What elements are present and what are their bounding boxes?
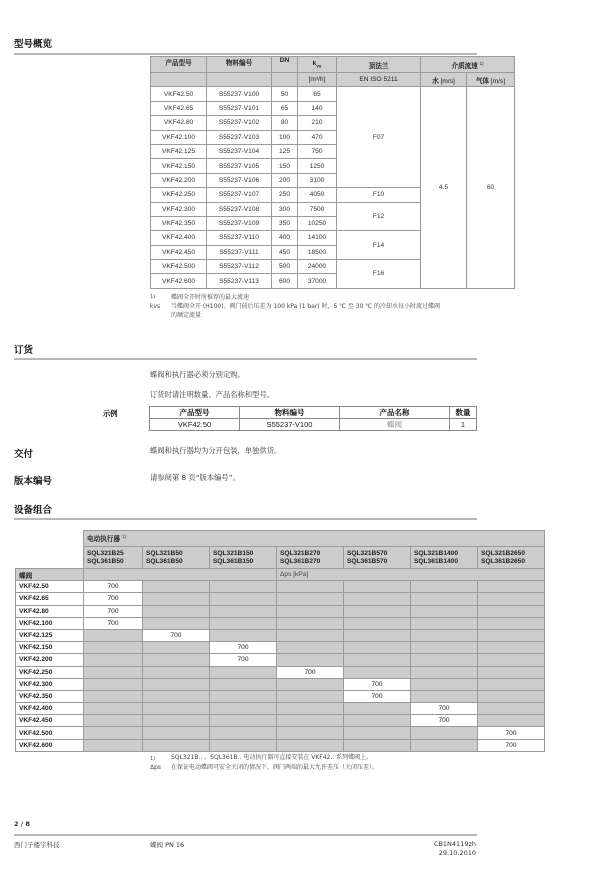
empty-cell — [210, 703, 277, 715]
pressure-value: 700 — [277, 666, 344, 678]
empty-cell — [84, 654, 143, 666]
cell-kvs: 24000 — [298, 260, 337, 274]
cell-flange: F12 — [337, 202, 421, 231]
empty-cell — [143, 739, 210, 751]
cell-kvs: 18500 — [298, 245, 337, 259]
cell-material: S55237-V100 — [207, 87, 272, 101]
valve-model: VKF42.150 — [16, 642, 84, 654]
cell-model: VKF42.600 — [151, 274, 207, 288]
empty-cell — [143, 654, 210, 666]
table-row — [16, 581, 545, 593]
empty-cell — [478, 642, 545, 654]
empty-cell — [478, 605, 545, 617]
cell-dn: 350 — [272, 216, 298, 230]
cell-dn: 200 — [272, 173, 298, 187]
table-row — [16, 690, 545, 702]
page-number: 2 / 8 — [14, 820, 30, 828]
kvs-unit: [m³/h] — [298, 73, 337, 87]
dp-note-text: 在保证电动蝶阀可安全关闭的情况下，阀门两端的最大允许差压（关闭压差）。 — [171, 764, 379, 771]
cell-dn: 50 — [272, 87, 298, 101]
empty-cell — [478, 581, 545, 593]
example-cell-name: 蝶阀 — [340, 419, 450, 431]
empty-cell — [411, 739, 478, 751]
cell-material: S55237-V106 — [207, 173, 272, 187]
actuator-column-header: SQL321B1400 SQL361B1400 — [411, 547, 478, 569]
valve-model: VKF42.80 — [16, 605, 84, 617]
cell-dn: 600 — [272, 274, 298, 288]
section-title-revision: 版本编号 — [14, 476, 53, 487]
footer-divider — [14, 834, 477, 836]
pressure-value: 700 — [143, 629, 210, 641]
empty-cell — [277, 581, 344, 593]
empty-cell — [344, 581, 411, 593]
footnote-mark: 1) — [150, 294, 156, 300]
cell-flange: F07 — [337, 87, 421, 188]
footer-doc-id: CB1N4119zh — [433, 840, 476, 848]
cell-material: S55237-V101 — [207, 101, 272, 115]
section-title-combination: 设备组合 — [14, 505, 53, 516]
cell-material: S55237-V104 — [207, 144, 272, 158]
cell-dn: 100 — [272, 130, 298, 144]
empty-cell — [210, 605, 277, 617]
empty-cell — [344, 629, 411, 641]
cell-kvs: 37000 — [298, 274, 337, 288]
pressure-value: 700 — [84, 581, 143, 593]
cell-material: S55237-V113 — [207, 274, 272, 288]
section-divider — [14, 53, 477, 55]
empty-cell — [411, 593, 478, 605]
empty-cell — [411, 605, 478, 617]
empty-cell — [277, 605, 344, 617]
empty-cell — [277, 629, 344, 641]
empty-cell — [84, 642, 143, 654]
empty-cell — [344, 617, 411, 629]
empty-cell — [411, 666, 478, 678]
empty-cell — [277, 690, 344, 702]
empty-cell — [143, 605, 210, 617]
pressure-value: 700 — [210, 642, 277, 654]
empty-cell — [143, 690, 210, 702]
valve-header: 蝶阀 — [16, 569, 84, 581]
valve-model: VKF42.125 — [16, 629, 84, 641]
cell-model: VKF42.400 — [151, 231, 207, 245]
actuator-header: 电动执行器 $^{1)}$ — [84, 531, 545, 547]
table-row — [16, 678, 545, 690]
empty-cell — [411, 629, 478, 641]
cell-flange: F16 — [337, 260, 421, 289]
cell-dn: 500 — [272, 260, 298, 274]
pressure-value: 700 — [84, 605, 143, 617]
cell-dn: 250 — [272, 188, 298, 202]
footer-product: 蝶阀 PN 16 — [150, 841, 185, 849]
actuator-column-header: SQL321B150 SQL361B150 — [210, 547, 277, 569]
valve-model: VKF42.250 — [16, 666, 84, 678]
pressure-value: 700 — [478, 739, 545, 751]
empty-cell — [411, 642, 478, 654]
col-header-gas: 气体 [m/s] — [467, 73, 515, 87]
empty-cell — [210, 629, 277, 641]
empty-cell — [143, 715, 210, 727]
empty-cell — [344, 642, 411, 654]
cell-kvs: 4050 — [298, 188, 337, 202]
empty-cell — [411, 654, 478, 666]
empty-cell — [344, 715, 411, 727]
table-row — [151, 87, 515, 101]
empty-cell — [344, 666, 411, 678]
kvs-note-text: 当蝶阀全开 (H100)、阀门前后压差为 100 kPa (1 bar) 时，5 ℃ 至 30 ℃ 的冷却水每小时流过蝶阀 — [171, 303, 440, 310]
example-header-quantity: 数量 — [450, 407, 477, 419]
empty-cell — [344, 605, 411, 617]
col-header-model: 产品型号 — [151, 57, 207, 73]
empty-cell — [143, 666, 210, 678]
example-label: 示例 — [103, 409, 118, 418]
empty-cell — [411, 690, 478, 702]
empty-cell — [210, 593, 277, 605]
valve-model: VKF42.300 — [16, 678, 84, 690]
empty-cell — [210, 666, 277, 678]
empty-cell — [143, 642, 210, 654]
revision-text: 请参阅第 8 页“版本编号”。 — [150, 473, 240, 482]
pressure-value: 700 — [210, 654, 277, 666]
empty-cell — [84, 629, 143, 641]
empty-cell — [411, 617, 478, 629]
empty-cell — [84, 715, 143, 727]
cell-material: S55237-V112 — [207, 260, 272, 274]
empty-cell — [411, 678, 478, 690]
section-title-delivery: 交付 — [14, 449, 34, 460]
table-row — [16, 715, 545, 727]
order-example-table — [149, 406, 477, 431]
table-row — [16, 605, 545, 617]
empty-cell — [344, 727, 411, 739]
valve-model: VKF42.600 — [16, 739, 84, 751]
overview-table — [150, 56, 515, 289]
cell-model: VKF42.500 — [151, 260, 207, 274]
pressure-value: 700 — [411, 715, 478, 727]
empty-cell — [143, 617, 210, 629]
empty-cell — [277, 617, 344, 629]
empty-cell — [344, 593, 411, 605]
empty-cell — [277, 703, 344, 715]
cell-dn: 125 — [272, 144, 298, 158]
actuator-column-header: SQL321B50 SQL361B50 — [143, 547, 210, 569]
actuator-column-header: SQL321B2650 SQL361B2650 — [478, 547, 545, 569]
example-header-name: 产品名称 — [340, 407, 450, 419]
valve-model: VKF42.450 — [16, 715, 84, 727]
cell-model: VKF42.350 — [151, 216, 207, 230]
empty-cell — [344, 654, 411, 666]
valve-model: VKF42.500 — [16, 727, 84, 739]
cell-gas-velocity: 60 — [467, 87, 515, 288]
cell-model: VKF42.80 — [151, 116, 207, 130]
pressure-value: 700 — [84, 617, 143, 629]
empty-cell — [277, 678, 344, 690]
cell-flange: F14 — [337, 231, 421, 260]
kvs-note-mark: kvs — [150, 303, 161, 310]
empty-cell — [478, 629, 545, 641]
col-header-velocity: 介质流速 $^{1)}$ — [421, 57, 515, 73]
empty-cell — [84, 703, 143, 715]
empty-cell — [277, 642, 344, 654]
cell-material: S55237-V109 — [207, 216, 272, 230]
actuator-column-header: SQL321B570 SQL361B570 — [344, 547, 411, 569]
cell-kvs: 140 — [298, 101, 337, 115]
footer-date: 29.10.2010 — [438, 849, 476, 857]
empty-cell — [478, 690, 545, 702]
empty-cell — [84, 727, 143, 739]
cell-kvs: 3100 — [298, 173, 337, 187]
empty-cell — [277, 727, 344, 739]
ordering-line-2: 订货时请注明数量、产品名称和型号。 — [150, 390, 275, 399]
cell-dn: 400 — [272, 231, 298, 245]
table-row — [16, 739, 545, 751]
combination-table — [15, 530, 545, 752]
empty-cell — [210, 727, 277, 739]
empty-cell — [84, 690, 143, 702]
footnote-text: 蝶阀全开时所推荐的最大流速 — [171, 294, 250, 301]
table-row — [16, 642, 545, 654]
valve-model: VKF42.400 — [16, 703, 84, 715]
cell-kvs: 750 — [298, 144, 337, 158]
section-divider — [14, 358, 477, 360]
empty-cell — [478, 703, 545, 715]
cell-material: S55237-V110 — [207, 231, 272, 245]
table-row — [16, 654, 545, 666]
unit-label: Δps [kPa] — [277, 569, 545, 581]
pressure-value: 700 — [84, 593, 143, 605]
empty-cell — [210, 739, 277, 751]
cell-kvs: 470 — [298, 130, 337, 144]
kvs-note-text-cont: 的额定流量 — [171, 312, 202, 319]
empty-cell — [143, 581, 210, 593]
pressure-value: 700 — [344, 690, 411, 702]
col-header-dn: DN — [272, 57, 298, 73]
cell-model: VKF42.450 — [151, 245, 207, 259]
empty-cell — [411, 581, 478, 593]
empty-cell — [411, 727, 478, 739]
valve-model: VKF42.65 — [16, 593, 84, 605]
pressure-value: 700 — [411, 703, 478, 715]
pressure-value: 700 — [344, 678, 411, 690]
col-header-material: 物料编号 — [207, 57, 272, 73]
footnote-mark: 1) — [150, 756, 156, 762]
section-title-overview: 型号概览 — [14, 39, 53, 50]
empty-cell — [84, 678, 143, 690]
empty-cell — [277, 654, 344, 666]
cell-water-velocity: 4.5 — [421, 87, 467, 288]
cell-model: VKF42.125 — [151, 144, 207, 158]
cell-kvs: 7500 — [298, 202, 337, 216]
cell-model: VKF42.150 — [151, 159, 207, 173]
pressure-value: 700 — [478, 727, 545, 739]
footnote-text: SQL321B.. 、SQL361B.. 电动执行器可直接安装在 VKF42.. 系列蝶阀上。 — [171, 754, 373, 761]
empty-cell — [210, 690, 277, 702]
cell-flange: F10 — [337, 188, 421, 202]
table-row — [16, 593, 545, 605]
cell-dn: 450 — [272, 245, 298, 259]
empty-cell — [478, 654, 545, 666]
empty-cell — [478, 666, 545, 678]
cell-kvs: 14100 — [298, 231, 337, 245]
cell-dn: 300 — [272, 202, 298, 216]
valve-model: VKF42.50 — [16, 581, 84, 593]
cell-kvs: 1250 — [298, 159, 337, 173]
section-title-ordering: 订货 — [14, 345, 34, 356]
ordering-line-1: 蝶阀和执行器必须分别定购。 — [150, 370, 245, 379]
empty-cell — [344, 703, 411, 715]
table-row — [16, 727, 545, 739]
empty-cell — [478, 678, 545, 690]
example-header-model: 产品型号 — [150, 407, 240, 419]
empty-cell — [84, 739, 143, 751]
cell-kvs: 10250 — [298, 216, 337, 230]
cell-material: S55237-V102 — [207, 116, 272, 130]
actuator-column-header: SQL321B25 SQL361B50 — [84, 547, 143, 569]
valve-model: VKF42.100 — [16, 617, 84, 629]
empty-cell — [210, 678, 277, 690]
empty-cell — [143, 727, 210, 739]
empty-cell — [277, 593, 344, 605]
cell-kvs: 210 — [298, 116, 337, 130]
table-row — [16, 617, 545, 629]
table-row — [16, 629, 545, 641]
footer-company: 西门子楼宇科技 — [14, 841, 60, 849]
empty-cell — [478, 593, 545, 605]
cell-material: S55237-V105 — [207, 159, 272, 173]
empty-cell — [210, 715, 277, 727]
empty-cell — [277, 715, 344, 727]
empty-cell — [143, 678, 210, 690]
cell-model: VKF42.100 — [151, 130, 207, 144]
cell-model: VKF42.200 — [151, 173, 207, 187]
cell-model: VKF42.65 — [151, 101, 207, 115]
delivery-text: 蝶阀和执行器均为分开包装，单独供货。 — [150, 446, 282, 455]
empty-cell — [84, 666, 143, 678]
empty-cell — [478, 715, 545, 727]
cell-model: VKF42.250 — [151, 188, 207, 202]
cell-model: VKF42.50 — [151, 87, 207, 101]
example-cell-quantity: 1 — [450, 419, 477, 431]
empty-cell — [143, 593, 210, 605]
example-cell-material: S55237-V100 — [240, 419, 340, 431]
cell-material: S55237-V103 — [207, 130, 272, 144]
cell-model: VKF42.300 — [151, 202, 207, 216]
table-row — [16, 666, 545, 678]
example-header-material: 物料编号 — [240, 407, 340, 419]
empty-cell — [478, 617, 545, 629]
empty-cell — [210, 581, 277, 593]
empty-cell — [277, 739, 344, 751]
example-cell-model: VKF42.50 — [150, 419, 240, 431]
empty-cell — [344, 739, 411, 751]
col-header-flange: 顶法兰 — [337, 57, 421, 73]
valve-model: VKF42.350 — [16, 690, 84, 702]
empty-cell — [210, 617, 277, 629]
valve-model: VKF42.200 — [16, 654, 84, 666]
cell-material: S55237-V107 — [207, 188, 272, 202]
section-divider — [14, 518, 477, 520]
dp-note-mark: Δps — [150, 764, 162, 771]
cell-dn: 65 — [272, 101, 298, 115]
cell-dn: 80 — [272, 116, 298, 130]
actuator-column-header: SQL321B270 SQL361B270 — [277, 547, 344, 569]
flange-standard: EN ISO 5211 — [337, 73, 421, 87]
cell-kvs: 65 — [298, 87, 337, 101]
cell-material: S55237-V108 — [207, 202, 272, 216]
empty-cell — [143, 703, 210, 715]
col-header-kvs: $k_{vs}$ — [298, 57, 337, 73]
cell-material: S55237-V111 — [207, 245, 272, 259]
col-header-water: 水 [m/s] — [421, 73, 467, 87]
table-row — [16, 703, 545, 715]
cell-dn: 150 — [272, 159, 298, 173]
